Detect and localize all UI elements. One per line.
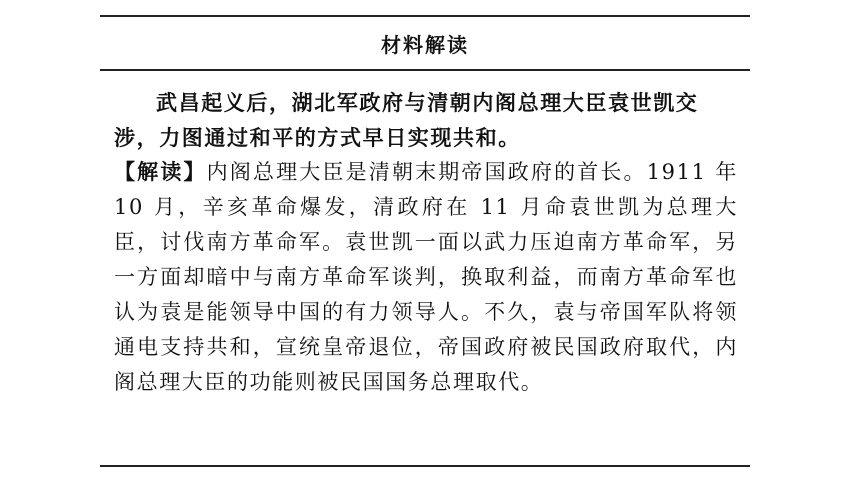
reading-text: 内阁总理大臣是清朝末期帝国政府的首长。1911 年 10 月，辛亥革命爆发，清政府在 11 月命袁世凯为总理大臣，讨伐南方革命军。袁世凯一面以武力压迫南方革命军，另一方面却暗中与南方革命军谈判，换取利益，而南方革命军也认为袁是能领导中国的有力领导人。不久，袁与帝国军队将领通电支持共和，宣统皇帝退位，帝国政府被民国政府取代，内阁总理大臣的功能则被民国国务总理取代。 bbox=[114, 160, 738, 394]
reading-paragraph bbox=[114, 155, 738, 400]
material-box bbox=[100, 15, 750, 467]
box-body bbox=[100, 71, 750, 400]
box-title: 材料解读 bbox=[381, 32, 469, 57]
material-text: 武昌起义后，湖北军政府与清朝内阁总理大臣袁世凯交涉，力图通过和平的方式早日实现共和。 bbox=[114, 90, 699, 150]
reading-label: 【解读】 bbox=[114, 160, 207, 184]
box-header bbox=[100, 17, 750, 71]
